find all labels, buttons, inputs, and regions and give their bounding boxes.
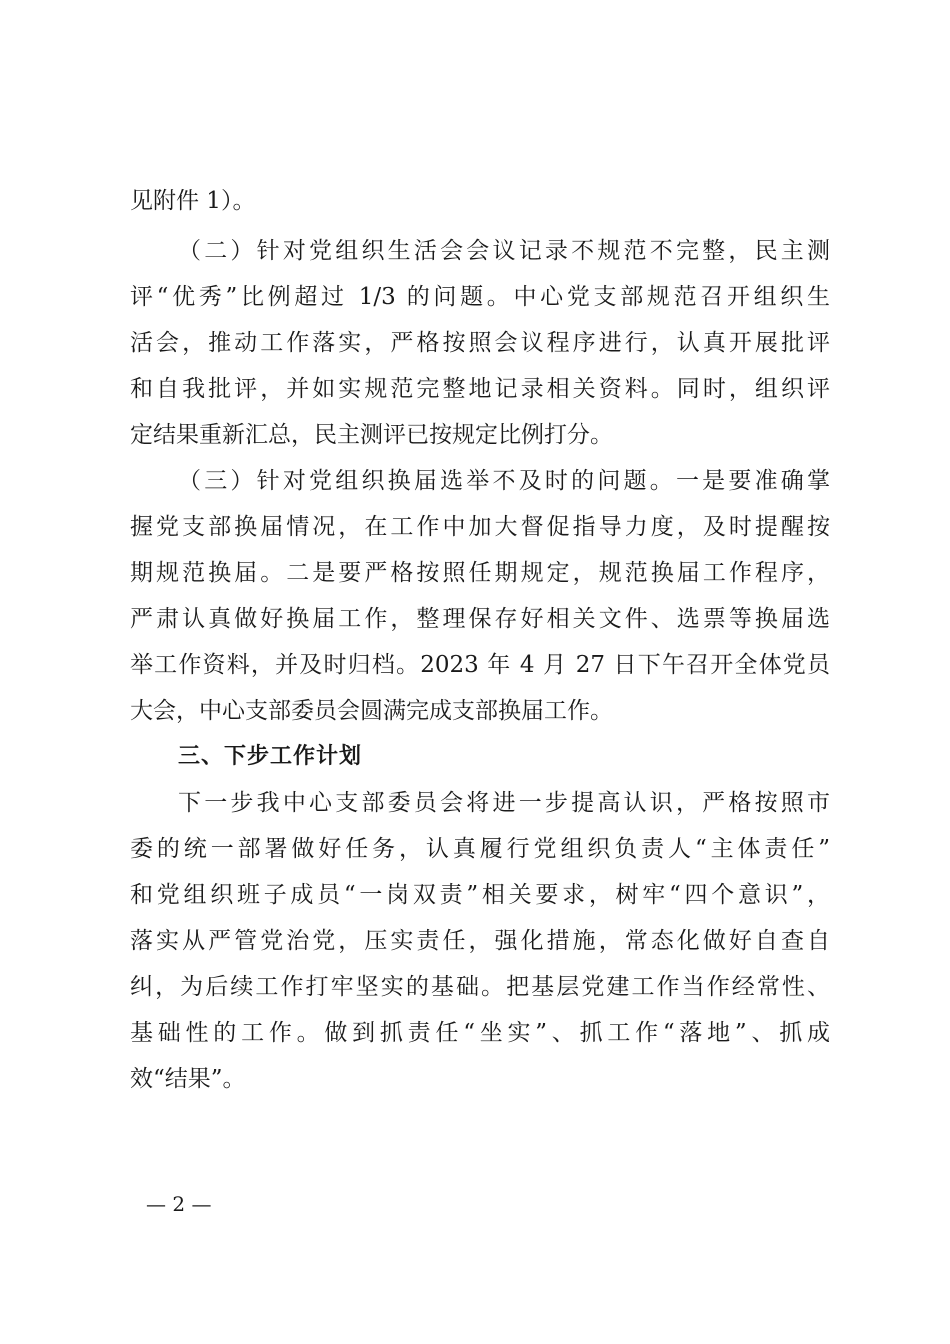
paragraph-line: 落实从严管党治党，压实责任，强化措施，常态化做好自查自 xyxy=(130,928,830,954)
paragraph-line: （二）针对党组织生活会会议记录不规范不完整，民主测 xyxy=(178,238,830,264)
paragraph-line: 期规范换届。二是要严格按照任期规定，规范换届工作程序， xyxy=(130,560,830,586)
paragraph-line: 和党组织班子成员“一岗双责”相关要求，树牢“四个意识”， xyxy=(130,882,830,908)
paragraph-line: 大会，中心支部委员会圆满完成支部换届工作。 xyxy=(130,698,613,724)
paragraph-line: 握党支部换届情况，在工作中加大督促指导力度，及时提醒按 xyxy=(130,514,830,540)
paragraph-line: 活会，推动工作落实，严格按照会议程序进行，认真开展批评 xyxy=(130,330,830,356)
paragraph-line: 效“结果”。 xyxy=(130,1066,246,1092)
paragraph-line: 评“优秀”比例超过 1/3 的问题。中心党支部规范召开组织生 xyxy=(130,284,830,310)
page-number: — 2 — xyxy=(146,1192,212,1216)
paragraph-line: 定结果重新汇总，民主测评已按规定比例打分。 xyxy=(130,422,613,448)
section-heading: 三、下步工作计划 xyxy=(178,744,363,769)
paragraph-line: 严肃认真做好换届工作，整理保存好相关文件、选票等换届选 xyxy=(130,606,830,632)
paragraph-line: 纠，为后续工作打牢坚实的基础。把基层党建工作当作经常性、 xyxy=(130,974,830,1000)
paragraph-line: 举工作资料，并及时归档。2023 年 4 月 27 日下午召开全体党员 xyxy=(130,652,830,678)
paragraph-line: 和自我批评，并如实规范完整地记录相关资料。同时，组织评 xyxy=(130,376,830,402)
paragraph-line: 委的统一部署做好任务，认真履行党组织负责人“主体责任” xyxy=(130,836,830,862)
paragraph-line: 下一步我中心支部委员会将进一步提高认识，严格按照市 xyxy=(178,790,830,816)
continuation-line: 见附件 1）。 xyxy=(130,188,256,214)
paragraph-line: 基础性的工作。做到抓责任“坐实”、抓工作“落地”、抓成 xyxy=(130,1020,830,1046)
paragraph-line: （三）针对党组织换届选举不及时的问题。一是要准确掌 xyxy=(178,468,830,494)
